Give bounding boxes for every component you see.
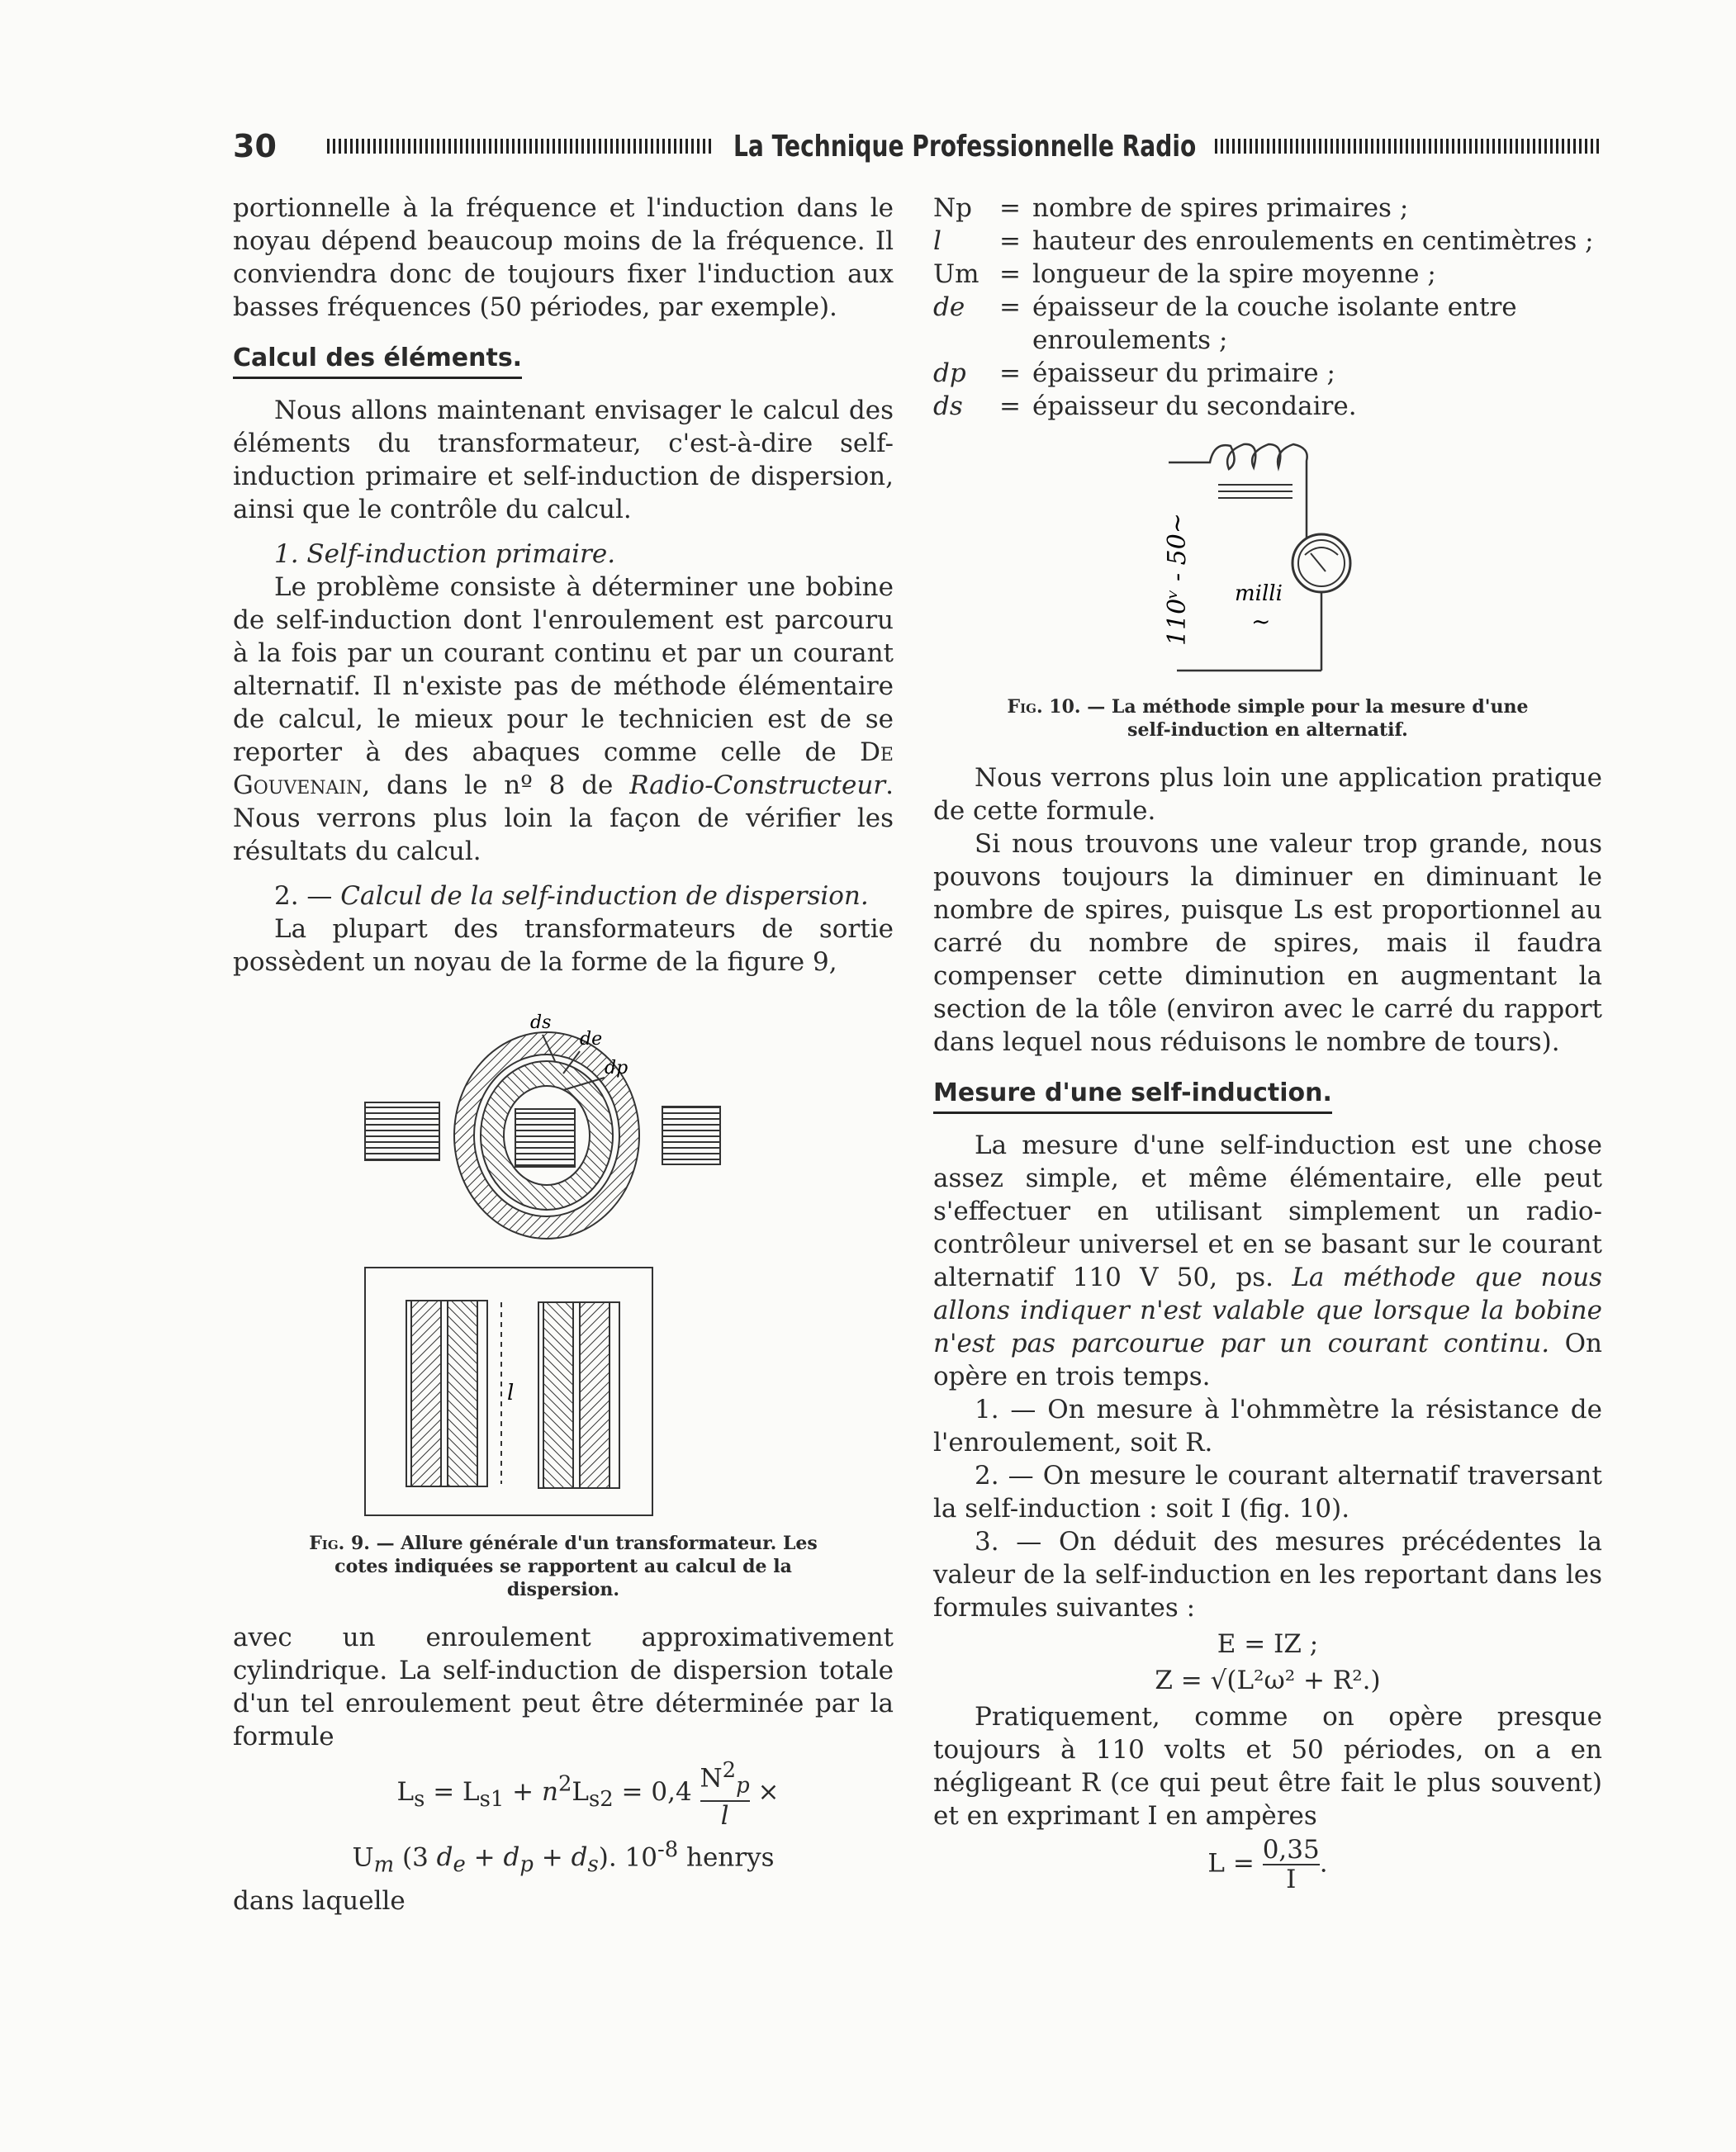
paragraph: La plupart des transformateurs de sortie possèdent un noyau de la forme de la figure 9,: [233, 914, 894, 977]
label-dp: dp: [605, 1058, 628, 1078]
right-column: [933, 192, 1602, 1897]
fraction: $\frac{N^2_p}{l}$: [700, 1758, 750, 1831]
italic-note: La méthode que nous allons indiquer n'est valable que lorsque la bobine n'est pas parcourue par un courant continu.: [933, 1263, 1602, 1358]
label-l: l: [507, 1381, 515, 1405]
figure-9-caption: [233, 1532, 894, 1601]
paragraph: [233, 571, 894, 868]
journal-name: Radio-Constructeur: [629, 770, 886, 800]
source-label: 110ᵛ - 50~: [1163, 513, 1192, 646]
subheading-text: Calcul de la self-induction de dispersion.: [340, 881, 869, 911]
equation-z: Z = √(L²ω² + R².): [1155, 1666, 1381, 1695]
decorative-rule: [1215, 139, 1602, 154]
eq-lhs: L =: [1207, 1848, 1255, 1879]
page-header: [233, 126, 1614, 167]
def-eq: =: [999, 193, 1021, 223]
equation-e: E = IZ ;: [1217, 1629, 1319, 1659]
figure-9: [233, 995, 894, 1601]
caption-text: — La méthode simple pour la mesure d'une self-induction en alternatif.: [1080, 696, 1529, 741]
text: La mesure d'une self-induction est une chose assez simple, et même élémentaire, elle peut s'effectuer en utilisant simplement un radio-contrôleur universel et en se basant sur le courant alternatif 110 V 50, ps.: [933, 1131, 1602, 1292]
caption-lead: Fig. 9.: [309, 1533, 370, 1554]
transformer-diagram: [332, 995, 794, 1524]
figure-10-caption: [933, 695, 1602, 742]
text: On opère en trois temps.: [933, 1329, 1602, 1391]
def-symbol: Um: [933, 259, 979, 289]
page-number: 30: [233, 128, 277, 164]
def-symbol: l: [933, 226, 942, 256]
def-text: épaisseur de la couche isolante entre enroulements ;: [1032, 292, 1517, 355]
def-symbol: dp: [933, 358, 966, 388]
text: , dans le nº 8 de: [362, 770, 630, 800]
decorative-rule: [327, 139, 714, 154]
def-text: épaisseur du secondaire.: [1032, 391, 1357, 421]
subheading: [233, 879, 894, 912]
figure-10: [933, 439, 1602, 742]
subheading: [233, 538, 894, 571]
caption-text: — Allure générale d'un transformateur. Les cotes indiquées se rapportent au calcul de la dispersion.: [334, 1533, 818, 1600]
formula-dispersion-line2: $U_m$ (3 $d_e + d_p + d_s$). $10^{-8}$ henrys: [352, 1837, 775, 1878]
section-heading-mesure: Mesure d'une self-induction.: [933, 1077, 1332, 1114]
def-eq: =: [999, 391, 1021, 421]
section-heading-calcul: Calcul des éléments.: [233, 342, 522, 379]
def-symbol: de: [933, 292, 965, 322]
def-eq: =: [999, 358, 1021, 388]
author-name: De Gouvenain: [233, 737, 894, 800]
paragraph: avec un enroulement approximativement cylindrique. La self-induction de dispersion totale d'un tel enroulement peut être déterminée par la formule: [233, 1623, 894, 1751]
ac-symbol: ~: [1251, 608, 1271, 635]
text: Le problème consiste à déterminer une bobine de self-induction dont l'enroulement est parcouru à la fois par un courant continu et par un courant alternatif. Il n'existe pas de méthode élémentaire de calcul, le mieux pour le technicien est de se reporter à des abaques comme celle de: [233, 572, 894, 767]
equation-l: [933, 1836, 1602, 1894]
paragraph: Nous verrons plus loin une application pratique de cette formule.: [933, 763, 1602, 826]
paragraph: Pratiquement, comme on opère presque toujours à 110 volts et 50 périodes, on a en négligeant R (ce qui peut être fait le plus souvent) et en exprimant I en ampères: [933, 1702, 1602, 1831]
def-text: longueur de la spire moyenne ;: [1032, 259, 1436, 289]
def-text: épaisseur du primaire ;: [1032, 358, 1335, 388]
numerator: 0,35: [1262, 1835, 1320, 1865]
def-eq: =: [999, 226, 1021, 256]
text: 2. —: [274, 881, 341, 911]
denominator: I: [1286, 1865, 1297, 1894]
paragraph: portionnelle à la fréquence et l'induction dans le noyau dépend beaucoup moins de la fréquence. Il conviendra donc de toujours fixer l'induction aux basses fréquences (50 périodes, par exemple).: [233, 193, 894, 322]
def-symbol: Np: [933, 193, 972, 223]
caption-lead: Fig. 10.: [1007, 696, 1081, 718]
fraction: [1263, 1836, 1320, 1894]
step-3: 3. — On déduit des mesures précédentes la valeur de la self-induction en les reportant dans les formules suivantes :: [933, 1527, 1602, 1623]
paragraph: Si nous trouvons une valeur trop grande, nous pouvons toujours la diminuer en diminuant le nombre de spires, puisque Ls est proportionnel au carré du nombre de spires, mais il faudra compenser cette diminution en augmentant la section de la tôle (environ avec le carré du rapport dans lequel nous réduisons le nombre de tours).: [933, 829, 1602, 1057]
paragraph: [933, 1129, 1602, 1393]
text: . Nous verrons plus loin la façon de vérifier les résultats du calcul.: [233, 770, 894, 866]
paragraph: Nous allons maintenant envisager le calcul des éléments du transformateur, c'est-à-dire self-induction primaire et self-induction de dispersion, ainsi que le contrôle du calcul.: [233, 396, 894, 524]
step-2: 2. — On mesure le courant alternatif traversant la self-induction : soit I (fig. 10).: [933, 1461, 1602, 1524]
def-symbol: ds: [933, 391, 963, 421]
meter-label: milli: [1235, 581, 1283, 606]
def-eq: =: [999, 292, 1021, 322]
step-1: 1. — On mesure à l'ohmmètre la résistance de l'enroulement, soit R.: [933, 1395, 1602, 1458]
symbol-definitions: [933, 192, 1602, 423]
label-ds: ds: [530, 1012, 552, 1033]
def-text: hauteur des enroulements en centimètres ;: [1032, 226, 1594, 256]
def-text: nombre de spires primaires ;: [1032, 193, 1409, 223]
formula-dispersion-line1: $L_s = L_{s1} + n^2L_{s2} = 0,4$ $\frac{N^2_p}{l}$ ×: [396, 1758, 780, 1831]
label-de: de: [580, 1029, 603, 1050]
journal-title: La Technique Professionnelle Radio: [733, 129, 1197, 164]
measurement-circuit-diagram: [1160, 439, 1375, 687]
def-eq: =: [999, 259, 1021, 289]
paragraph: dans laquelle: [233, 1886, 406, 1917]
eq-end: .: [1319, 1848, 1328, 1879]
left-column: [233, 192, 894, 1917]
subheading-text: 1. Self-induction primaire.: [274, 539, 616, 569]
